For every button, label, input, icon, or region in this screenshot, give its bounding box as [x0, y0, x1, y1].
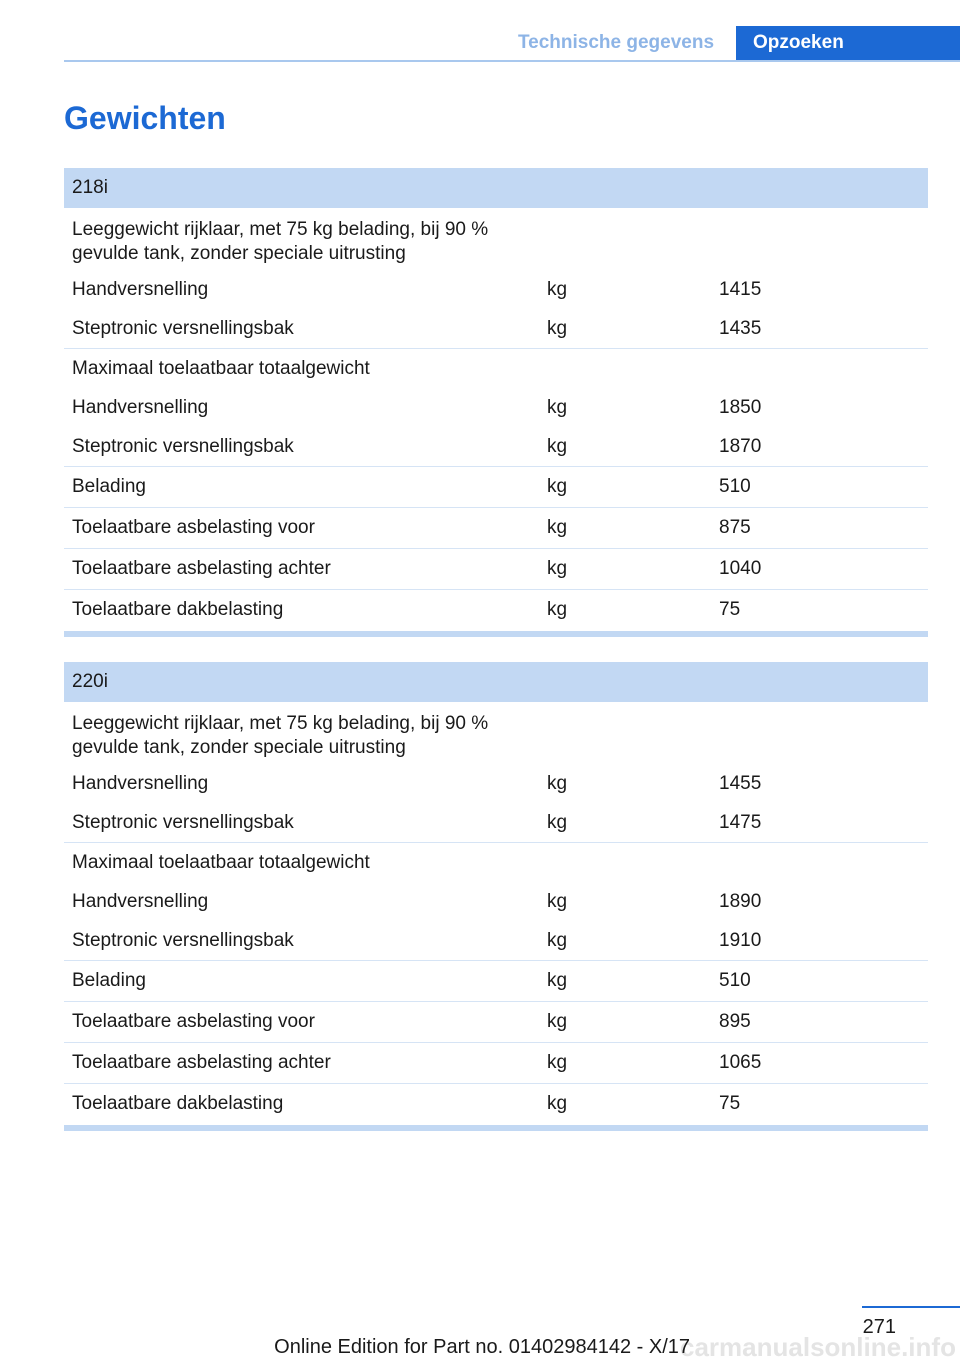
row-label: Handversnelling — [72, 773, 209, 794]
row-label: Leeggewicht rijklaar, met 75 kg belading, bij 90 % gevulde tank, zonder speciale uitrusting — [72, 713, 489, 758]
row-unit: kg — [547, 930, 568, 951]
row-unit: kg — [547, 1011, 568, 1032]
table-row — [64, 270, 928, 309]
table-header-model: 218i — [64, 168, 928, 208]
row-label: Leeggewicht rijklaar, met 75 kg belading, bij 90 % gevulde tank, zonder speciale uitrusting — [72, 219, 489, 264]
row-value: 75 — [719, 599, 741, 620]
row-unit: kg — [547, 397, 568, 418]
row-label: Belading — [72, 970, 146, 991]
table-row — [64, 764, 928, 803]
row-unit: kg — [547, 1052, 568, 1073]
row-label: Handversnelling — [72, 891, 209, 912]
row-value: 1455 — [719, 773, 762, 794]
table-row — [64, 1083, 928, 1124]
row-value: 75 — [719, 1093, 741, 1114]
table-footer-bar — [64, 1125, 928, 1131]
table-row — [64, 803, 928, 842]
row-value: 1850 — [719, 397, 762, 418]
row-label: Toelaatbare dakbelasting — [72, 599, 284, 620]
row-unit: kg — [547, 773, 568, 794]
section-tab-lookup[interactable]: Opzoeken — [736, 26, 960, 60]
row-unit: kg — [547, 436, 568, 457]
footer-divider — [862, 1306, 960, 1308]
row-label: Toelaatbare asbelasting voor — [72, 517, 315, 538]
row-label: Maximaal toelaatbaar totaalgewicht — [72, 852, 370, 873]
row-value: 1890 — [719, 891, 762, 912]
table-footer-bar — [64, 631, 928, 637]
row-value: 1475 — [719, 812, 762, 833]
header-divider — [64, 60, 960, 62]
row-value: 1870 — [719, 436, 762, 457]
table-row — [64, 388, 928, 427]
row-value: 895 — [719, 1011, 751, 1032]
row-unit: kg — [547, 599, 568, 620]
page-number: 271 — [862, 1316, 896, 1338]
row-unit: kg — [547, 318, 568, 339]
table-row — [64, 921, 928, 960]
row-unit: kg — [547, 812, 568, 833]
row-value: 1910 — [719, 930, 762, 951]
table-row — [64, 589, 928, 630]
section-tab-technical-data[interactable]: Technische gegevens — [517, 32, 715, 53]
table-row-max-weight — [64, 842, 928, 882]
row-value: 510 — [719, 476, 751, 497]
row-unit: kg — [547, 558, 568, 579]
row-label: Steptronic versnellingsbak — [72, 930, 294, 951]
row-value: 1415 — [719, 279, 762, 300]
row-label: Toelaatbare dakbelasting — [72, 1093, 284, 1114]
table-row-empty-weight — [64, 208, 928, 270]
table-row — [64, 1001, 928, 1042]
table-row-empty-weight — [64, 702, 928, 764]
page-title: Gewichten — [64, 100, 226, 136]
table-row — [64, 309, 928, 348]
row-value: 510 — [719, 970, 751, 991]
row-label: Toelaatbare asbelasting voor — [72, 1011, 315, 1032]
table-row — [64, 1042, 928, 1083]
weights-table-218i — [64, 168, 928, 637]
table-row — [64, 507, 928, 548]
row-label: Handversnelling — [72, 279, 209, 300]
row-unit: kg — [547, 279, 568, 300]
edition-footer: Online Edition for Part no. 01402984142 - X/17 — [274, 1336, 690, 1358]
row-label: Handversnelling — [72, 397, 209, 418]
row-label: Belading — [72, 476, 146, 497]
row-unit: kg — [547, 1093, 568, 1114]
row-value: 1435 — [719, 318, 762, 339]
row-label: Toelaatbare asbelasting achter — [72, 558, 331, 579]
watermark: carmanualsonline.info — [680, 1332, 956, 1362]
row-label: Steptronic versnellingsbak — [72, 812, 294, 833]
row-label: Maximaal toelaatbaar totaalgewicht — [72, 358, 370, 379]
row-label: Toelaatbare asbelasting achter — [72, 1052, 331, 1073]
table-row — [64, 882, 928, 921]
row-value: 1065 — [719, 1052, 762, 1073]
row-unit: kg — [547, 970, 568, 991]
row-unit: kg — [547, 891, 568, 912]
table-row — [64, 466, 928, 507]
table-row — [64, 427, 928, 466]
row-label: Steptronic versnellingsbak — [72, 436, 294, 457]
weights-table-220i — [64, 662, 928, 1131]
table-header-model: 220i — [64, 662, 928, 702]
row-value: 1040 — [719, 558, 762, 579]
row-value: 875 — [719, 517, 751, 538]
row-unit: kg — [547, 517, 568, 538]
table-row — [64, 960, 928, 1001]
table-row — [64, 548, 928, 589]
row-label: Steptronic versnellingsbak — [72, 318, 294, 339]
table-row-max-weight — [64, 348, 928, 388]
row-unit: kg — [547, 476, 568, 497]
